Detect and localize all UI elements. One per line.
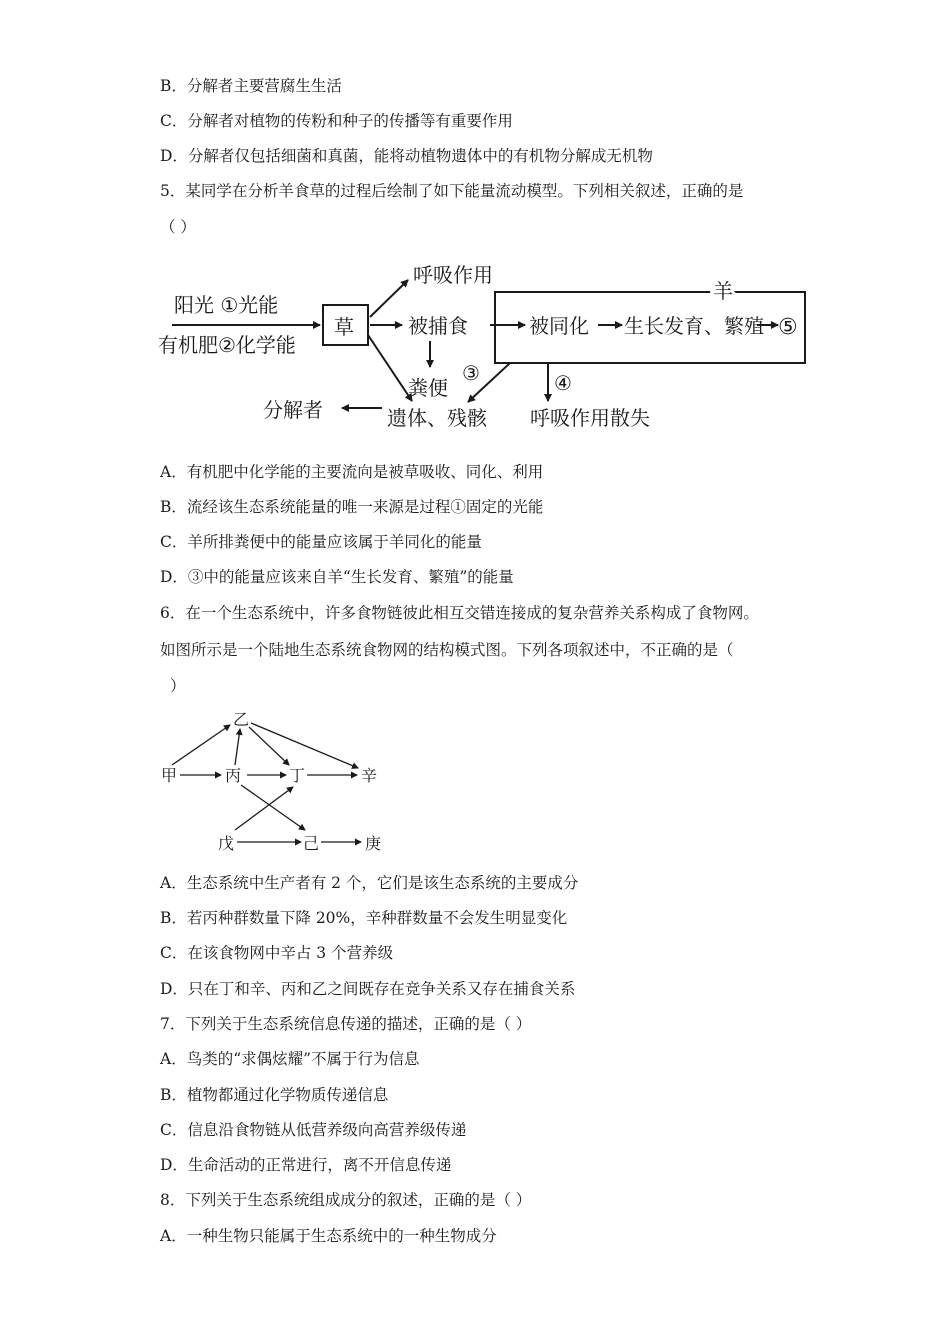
grass-respiration-arrow — [370, 280, 408, 317]
label-four: ④ — [554, 371, 572, 395]
q5-option-b: B．流经该生态系统能量的唯一来源是过程①固定的光能 — [160, 498, 544, 516]
sun-label: 阳光 ①光能 — [174, 293, 279, 317]
node-ding: 丁 — [289, 766, 306, 785]
q4-option-c: C．分解者对植物的传粉和种子的传播等有重要作用 — [160, 112, 513, 130]
label-three: ③ — [462, 361, 480, 385]
q7-stem: 7．下列关于生态系统信息传递的描述，正确的是（ ） — [160, 1015, 532, 1033]
assimilated-label: 被同化 — [529, 314, 589, 338]
node-yi: 乙 — [233, 710, 250, 729]
q5-stem-line-2: （ ） — [160, 218, 196, 236]
label-five: ⑤ — [778, 315, 798, 340]
node-jia: 甲 — [161, 766, 178, 785]
node-wu: 戊 — [218, 834, 235, 853]
node-ji: 己 — [303, 834, 320, 853]
q6-stem-line-1: 6．在一个生态系统中，许多食物链彼此相互交错连接成的复杂营养关系构成了食物网。 — [160, 604, 759, 622]
node-bing: 丙 — [225, 766, 242, 785]
edge-yi-xin — [251, 723, 358, 768]
grass-remains-arrow — [368, 335, 412, 401]
grass-label: 草 — [334, 315, 354, 339]
q4-option-b: B．分解者主要营腐生生活 — [160, 77, 342, 95]
growth-label: 生长发育、繁殖 — [624, 314, 764, 338]
q7-option-a: A．鸟类的“求偶炫耀”不属于行为信息 — [160, 1050, 420, 1068]
q5-option-a: A．有机肥中化学能的主要流向是被草吸收、同化、利用 — [160, 463, 544, 481]
q6-option-c: C．在该食物网中辛占 3 个营养级 — [160, 944, 394, 962]
edge-wu-ding — [235, 787, 293, 830]
q6-option-b: B．若丙种群数量下降 20%，辛种群数量不会发生明显变化 — [160, 909, 568, 927]
q4-option-d: D．分解者仅包括细菌和真菌，能将动植物遗体中的有机物分解成无机物 — [160, 147, 653, 165]
remains-label: 遗体、残骸 — [387, 406, 487, 430]
resp-lost-label: 呼吸作用散失 — [530, 406, 650, 430]
q5-option-d: D．③中的能量应该来自羊“生长发育、繁殖”的能量 — [160, 568, 514, 586]
food-web-diagram — [155, 705, 395, 860]
q6-option-d: D．只在丁和辛、丙和乙之间既存在竞争关系又存在捕食关系 — [160, 980, 576, 998]
q8-option-a: A．一种生物只能属于生态系统中的一种生物成分 — [160, 1227, 497, 1245]
energy-flow-diagram — [150, 255, 820, 440]
decomposer-label: 分解者 — [263, 398, 323, 422]
edge-yi-ding — [249, 727, 289, 765]
respiration-label: 呼吸作用 — [413, 263, 493, 287]
q6-option-a: A．生态系统中生产者有 2 个，它们是该生态系统的主要成分 — [160, 874, 579, 892]
edge-jia-yi — [172, 725, 230, 765]
edge-bing-ji — [241, 785, 305, 830]
q6-stem-line-2: 如图所示是一个陆地生态系统食物网的结构模式图。下列各项叙述中，不正确的是（ — [160, 641, 734, 659]
fertilizer-label: 有机肥②化学能 — [158, 333, 296, 357]
q7-option-c: C．信息沿食物链从低营养级向高营养级传递 — [160, 1121, 467, 1139]
q7-option-d: D．生命活动的正常进行，离不开信息传递 — [160, 1156, 452, 1174]
node-geng: 庚 — [365, 834, 382, 853]
q7-option-b: B．植物都通过化学物质传递信息 — [160, 1086, 389, 1104]
node-xin: 辛 — [361, 766, 378, 785]
sheep-label: 羊 — [713, 279, 733, 303]
edge-bing-yi — [235, 729, 240, 765]
q6-stem-line-3: ） — [170, 677, 186, 695]
q5-option-c: C．羊所排粪便中的能量应该属于羊同化的能量 — [160, 533, 482, 551]
q8-stem: 8．下列关于生态系统组成成分的叙述，正确的是（ ） — [160, 1191, 532, 1209]
eaten-label: 被捕食 — [408, 314, 468, 338]
feces-label: 粪便 — [408, 376, 448, 400]
q5-stem-line-1: 5．某同学在分析羊食草的过程后绘制了如下能量流动模型。下列相关叙述，正确的是 — [160, 182, 744, 200]
